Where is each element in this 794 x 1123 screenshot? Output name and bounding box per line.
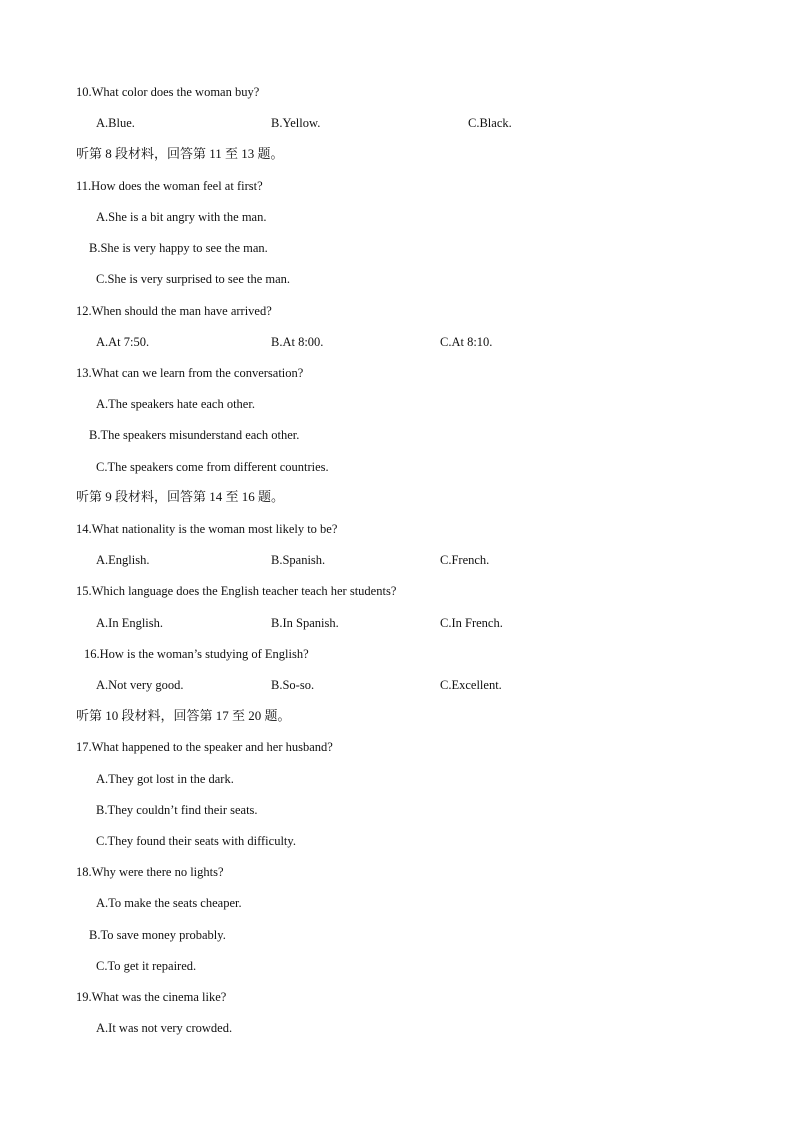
question-14-option-a: A.English. xyxy=(96,553,150,567)
question-13-stem: 13.What can we learn from the conversation? xyxy=(76,366,304,380)
question-11-option-c: C.She is very surprised to see the man. xyxy=(96,272,291,286)
question-15-option-c: C.In French. xyxy=(440,616,503,630)
question-16-option-c: C.Excellent. xyxy=(440,678,502,692)
question-13-option-b: B.The speakers misunderstand each other. xyxy=(89,428,300,442)
question-14-option-c: C.French. xyxy=(440,553,490,567)
question-18-option-b: B.To save money probably. xyxy=(89,928,226,942)
question-15-stem: 15.Which language does the English teacher teach her students? xyxy=(76,584,397,598)
question-16-options xyxy=(0,677,794,693)
question-12-option-b: B.At 8:00. xyxy=(271,335,324,349)
question-10-stem: 10.What color does the woman buy? xyxy=(76,85,260,99)
question-13-option-c: C.The speakers come from different countries. xyxy=(96,460,329,474)
question-14-stem: 14.What nationality is the woman most likely to be? xyxy=(76,522,338,536)
question-17-option-a: A.They got lost in the dark. xyxy=(96,772,234,786)
question-11-stem: 11.How does the woman feel at first? xyxy=(76,179,263,193)
question-17-option-b: B.They couldn’t find their seats. xyxy=(96,803,258,817)
question-18-option-a: A.To make the seats cheaper. xyxy=(96,896,242,910)
question-15-option-b: B.In Spanish. xyxy=(271,616,339,630)
question-19-option-a: A.It was not very crowded. xyxy=(96,1021,233,1035)
question-19-stem: 19.What was the cinema like? xyxy=(76,990,227,1004)
question-12-stem: 12.When should the man have arrived? xyxy=(76,304,272,318)
question-10-option-b: B.Yellow. xyxy=(271,116,321,130)
question-17-stem: 17.What happened to the speaker and her husband? xyxy=(76,740,333,754)
question-16-stem: 16.How is the woman’s studying of English? xyxy=(84,647,309,661)
question-10-option-a: A.Blue. xyxy=(96,116,135,130)
question-10-option-c: C.Black. xyxy=(468,116,512,130)
question-16-option-a: A.Not very good. xyxy=(96,678,184,692)
question-13-option-a: A.The speakers hate each other. xyxy=(96,397,255,411)
question-12-option-a: A.At 7:50. xyxy=(96,335,150,349)
question-12-option-c: C.At 8:10. xyxy=(440,335,493,349)
question-14-option-b: B.Spanish. xyxy=(271,553,326,567)
question-15-options xyxy=(0,615,794,631)
question-12-options xyxy=(0,334,794,350)
section-heading-10: 听第 10 段材料，回答第 17 至 20 题。 xyxy=(76,708,291,723)
question-11-option-b: B.She is very happy to see the man. xyxy=(89,241,268,255)
section-heading-9: 听第 9 段材料，回答第 14 至 16 题。 xyxy=(76,489,285,504)
question-18-option-c: C.To get it repaired. xyxy=(96,959,197,973)
question-10-options xyxy=(0,115,794,131)
question-18-stem: 18.Why were there no lights? xyxy=(76,865,224,879)
question-15-option-a: A.In English. xyxy=(96,616,164,630)
question-16-option-b: B.So-so. xyxy=(271,678,315,692)
section-heading-8: 听第 8 段材料，回答第 11 至 13 题。 xyxy=(76,146,284,161)
question-14-options xyxy=(0,552,794,568)
question-11-option-a: A.She is a bit angry with the man. xyxy=(96,210,267,224)
question-17-option-c: C.They found their seats with difficulty. xyxy=(96,834,296,848)
